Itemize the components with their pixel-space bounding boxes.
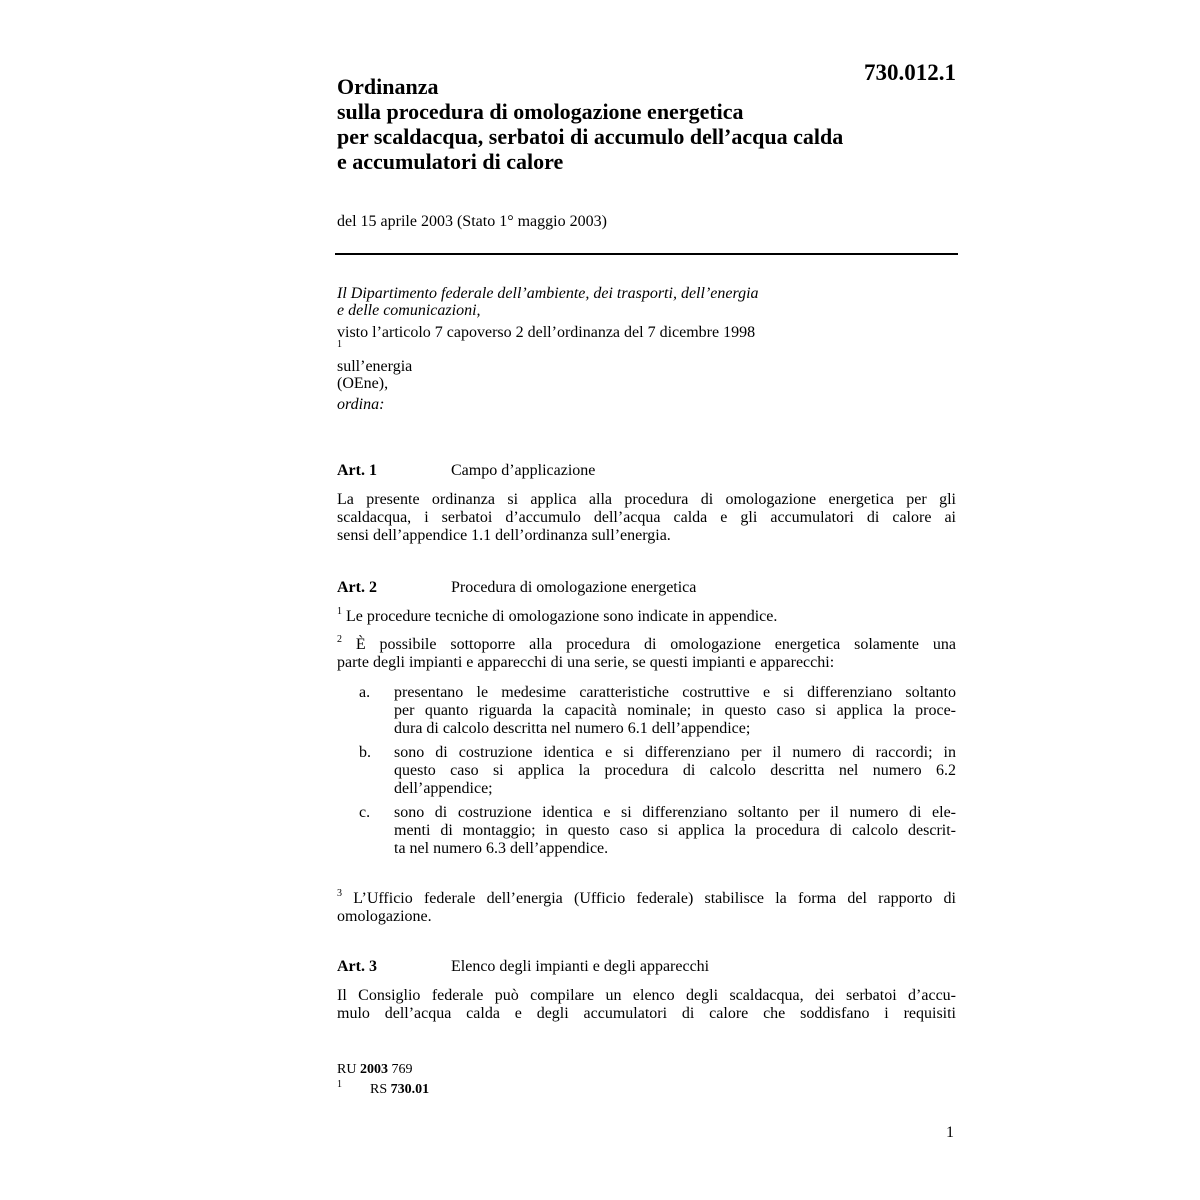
title-line: per scaldacqua, serbatoi di accumulo dell’acqua calda [337,124,844,149]
title-line: e accumulatori di calore [337,149,564,174]
text-line: per quanto riguarda la capacità nominale; in questo caso si applica la proce- [394,702,956,719]
ru-page: 769 [387,1062,413,1077]
article-number: Art. 3 [337,958,377,975]
text-line: dell’appendice; [394,780,493,797]
footnote-prefix: RS [370,1082,391,1097]
article-3-heading [337,958,957,976]
text-line: questo caso si applica la procedura di calcolo descritta nel numero 6.2 [394,762,956,779]
legal-basis-text-end: sull’energia [337,358,413,375]
text-line: ta nel numero 6.3 dell’appendice. [394,840,609,857]
legal-basis-line2: (OEne), [337,375,389,392]
ordina: ordina: [337,396,385,413]
authority-line: Il Dipartimento federale dell’ambiente, dei trasporti, dell’energia [337,285,759,302]
article-3-body [337,987,956,1023]
paragraph-number: 1 [337,605,342,617]
official-collection-ref [337,1060,429,1080]
sr-number: 730.012.1 [864,60,956,85]
article-1-heading [337,462,957,480]
text-line: menti di montaggio; in questo caso si applica la procedura di calcolo descrit- [394,822,956,839]
text-line: sono di costruzione identica e si differenziano soltanto per il numero di ele- [394,804,956,821]
footnote-1: 1 RS 730.01 [337,1079,430,1097]
text-line: Il Consiglio federale può compilare un elenco degli scaldacqua, dei serbatoi d’accu- [337,987,956,1004]
text-line: presentano le medesime caratteristiche costruttive e si differenziano soltanto [394,684,956,701]
paragraph-text: Le procedure tecniche di omologazione sono indicate in appendice. [342,608,778,625]
footnote-ref[interactable]: 730.01 [390,1082,430,1097]
list-marker: a. [359,684,371,701]
legal-basis [337,324,957,392]
article-2-paragraph-2 [337,633,956,672]
article-2-paragraph-1 [337,605,956,626]
ru-year: 2003 [359,1062,388,1077]
text-line: sono di costruzione identica e si differenziano per il numero di raccordi; in [394,744,956,761]
document-title [337,74,937,174]
list-item-a [337,684,956,738]
authority-line: e delle comunicazioni, [337,302,481,319]
article-number: Art. 1 [337,462,377,479]
list-item-c [337,804,956,858]
article-2-heading [337,579,957,597]
paragraph-text: L’Ufficio federale dell’energia (Ufficio federale) stabilisce la forma del rapporto di [342,890,956,907]
title-line: sulla procedura di omologazione energetica [337,99,744,124]
text-line: parte degli impianti e apparecchi di una serie, se questi impianti e apparecchi: [337,654,835,671]
footnotes [337,1060,429,1100]
article-title: Campo d’applicazione [451,462,596,479]
ru-prefix: RU [337,1062,360,1077]
paragraph-text: È possibile sottoporre alla procedura di omologazione energetica solamente una [342,636,956,653]
text-line: mulo dell’acqua calda e degli accumulatori di calore che soddisfano i requisiti [337,1005,956,1022]
article-1-body [337,491,956,545]
list-item-b [337,744,956,798]
date-line: del 15 aprile 2003 (Stato 1° maggio 2003) [337,213,607,230]
text-line: sensi dell’appendice 1.1 dell’ordinanza sull’energia. [337,527,671,544]
paragraph-number: 2 [337,633,342,645]
article-title: Procedura di omologazione energetica [451,579,697,596]
footnote-ref-1[interactable]: 1 [337,338,342,350]
legal-basis-text: visto l’articolo 7 capoverso 2 dell’ordinanza del 7 dicembre 1998 [337,324,756,341]
article-number: Art. 2 [337,579,377,596]
list-marker: c. [359,804,371,821]
issuing-authority [337,285,957,319]
paragraph-number: 3 [337,887,342,899]
text-line: scaldacqua, i serbatoi d’accumulo dell’acqua calda e gli accumulatori di calore ai [337,509,956,526]
page-number: 1 [946,1124,954,1141]
article-2-list [337,684,956,864]
title-divider [335,253,958,255]
text-line: omologazione. [337,908,432,925]
list-marker: b. [359,744,371,761]
article-title: Elenco degli impianti e degli apparecchi [451,958,710,975]
title-line: Ordinanza [337,74,439,99]
text-line: La presente ordinanza si applica alla procedura di omologazione energetica per gli [337,491,956,508]
text-line: dura di calcolo descritta nel numero 6.1 dell’appendice; [394,720,751,737]
preamble [337,285,957,413]
article-2-paragraph-3 [337,887,956,926]
